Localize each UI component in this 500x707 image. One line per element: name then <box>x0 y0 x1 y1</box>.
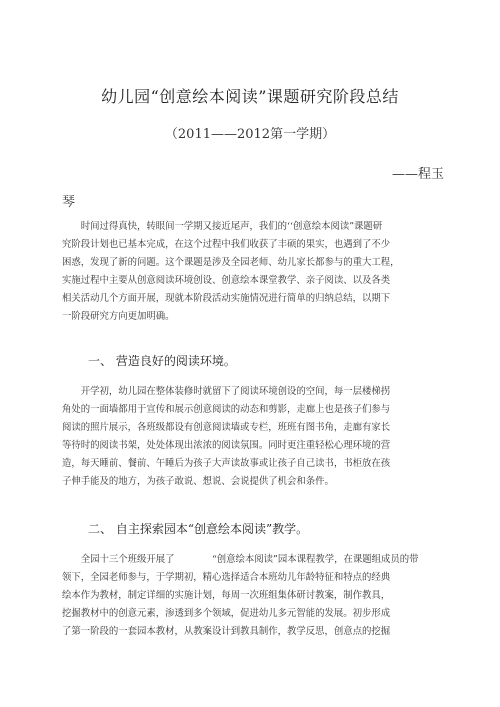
paragraph-line: 究阶段计划也已基本完成，在这个过程中我们收获了丰硕的果实，也遇到了不少 <box>62 239 391 250</box>
paragraph-line: 领下，全园老师参与，于学期初，精心选择适合本班幼儿年龄特征和特点的经典 <box>62 572 391 583</box>
paragraph-line: 造，每天睡前、餐前、午睡后为孩子大声读故事或让孩子自己读书，书柜放在孩 <box>62 458 391 469</box>
paragraph-line: 全园十三个班级开展了 “创意绘本阅读”园本课程教学，在课题组成员的带 <box>62 554 419 565</box>
paragraph-line: 了第一阶段的一套园本教材，从教案设计到教具制作，教学反思，创意点的挖掘 <box>62 626 391 637</box>
paragraph-line: 挖掘教材中的创意元素，渗透到多个领域，促进幼儿多元智能的发展。初步形成 <box>62 608 391 619</box>
author-name-part2: 琴 <box>62 195 76 210</box>
section-2-paragraph <box>62 551 450 641</box>
paragraph-line: 阅读的照片展示，各班级都设有创意阅读墙或专栏，班班有图书角，走廊有家长 <box>62 422 391 433</box>
paragraph-line: 实施过程中主要从创意阅读环境创设、创意绘本课堂教学、亲子阅读、以及各类 <box>62 275 391 286</box>
paragraph-line: 绘本作为教材，制定详细的实施计划，每周一次班组集体研讨教案，制作教具， <box>62 590 391 601</box>
section-1-heading: 一、 营造良好的阅读环境。 <box>88 354 236 368</box>
paragraph-line: 角处的一面墙都用于宣传和展示创意阅读的动态和剪影，走廊上也是孩子们参与 <box>62 404 391 415</box>
section-1-paragraph <box>62 383 450 491</box>
paragraph-line: 困惑，发现了新的问题。这个课题是涉及全园老师、幼儿家长都参与的重大工程， <box>62 257 400 268</box>
intro-paragraph <box>62 218 450 326</box>
document-subtitle: （2011——2012第一学期） <box>164 127 336 142</box>
paragraph-line: 开学初，幼儿园在整体装修时就留下了阅读环境创设的空间，每一层楼梯拐 <box>62 386 391 397</box>
paragraph-line: 相关活动几个方面开展，现就本阶段活动实施情况进行简单的归纳总结，以期下 <box>62 293 391 304</box>
author-name-part1: ——程玉 <box>391 167 444 182</box>
paragraph-line: 时间过得真快，转眼间一学期又接近尾声，我们的‘‘创意绘本阅读”课题研 <box>62 221 383 232</box>
paragraph-line: 一阶段研究方向更加明确。 <box>62 311 175 322</box>
paragraph-line: 等待时的阅读书架，处处体现出浓浓的阅读氛围。同时更注重轻松心理环境的营 <box>62 440 391 451</box>
section-2-heading: 二、 自主探索园本“创意绘本阅读”教学。 <box>88 522 309 536</box>
document-title: 幼儿园“创意绘本阅读”课题研究阶段总结 <box>101 87 399 106</box>
paragraph-line: 子伸手能及的地方，为孩子敢说、想说、会说提供了机会和条件。 <box>62 476 334 487</box>
